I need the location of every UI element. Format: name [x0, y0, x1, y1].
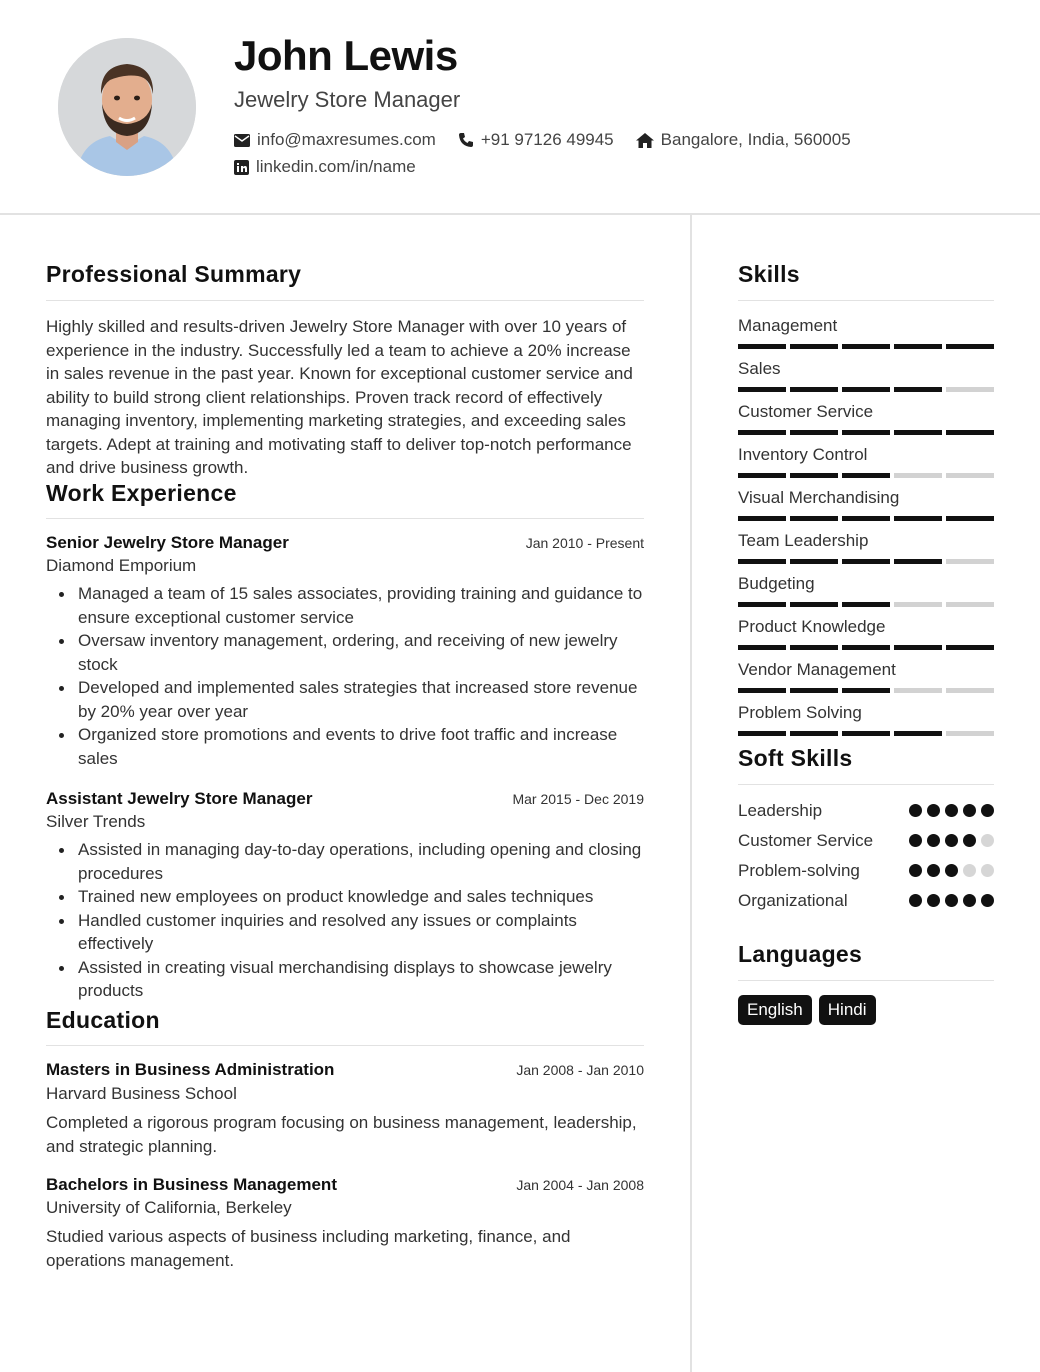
skill-level-bar [738, 473, 994, 478]
email-text: info@maxresumes.com [257, 130, 436, 149]
section-title-soft-skills: Soft Skills [738, 745, 853, 771]
skill-level-segment [842, 602, 890, 607]
skill-level-segment [790, 559, 838, 564]
skill-level-bar [738, 602, 994, 607]
rating-dot [981, 864, 994, 877]
skill-item [738, 315, 994, 349]
rating-dot [945, 834, 958, 847]
skill-level-segment [894, 688, 942, 693]
skill-level-segment [842, 559, 890, 564]
skill-level-segment [738, 473, 786, 478]
person-avatar-icon [58, 38, 196, 176]
skill-item [738, 358, 994, 392]
education-date: Jan 2008 - Jan 2010 [516, 1062, 644, 1078]
skill-level-segment [842, 688, 890, 693]
education-entry [46, 1175, 644, 1272]
skill-name: Team Leadership [738, 531, 869, 550]
skill-level-segment [946, 731, 994, 736]
education-date: Jan 2004 - Jan 2008 [516, 1177, 644, 1193]
skill-level-segment [842, 387, 890, 392]
skill-item [738, 444, 994, 478]
skill-level-segment [894, 430, 942, 435]
skill-level-segment [738, 430, 786, 435]
skill-level-bar [738, 731, 994, 736]
skill-name: Visual Merchandising [738, 488, 900, 507]
skill-level-segment [946, 559, 994, 564]
section-divider [46, 300, 644, 301]
soft-skill-name: Customer Service [738, 831, 874, 850]
skill-level-bar [738, 516, 994, 521]
skill-level-segment [894, 559, 942, 564]
rating-dot [945, 804, 958, 817]
skill-level-segment [738, 387, 786, 392]
degree-title: Masters in Business Administration [46, 1060, 335, 1079]
skill-level-segment [894, 602, 942, 607]
skill-name: Customer Service [738, 402, 874, 421]
skill-level-segment [738, 645, 786, 650]
job-title: Senior Jewelry Store Manager [46, 533, 289, 552]
skill-name: Problem Solving [738, 703, 862, 722]
section-divider [738, 784, 994, 785]
skill-level-segment [842, 430, 890, 435]
soft-skill-rating [909, 864, 994, 877]
home-icon [636, 133, 654, 148]
job-entry [46, 533, 644, 770]
education-description: Completed a rigorous program focusing on business management, leadership, and strategic planning. [46, 1113, 637, 1156]
school-name: University of California, Berkeley [46, 1198, 292, 1217]
skill-level-segment [894, 387, 942, 392]
skill-level-segment [790, 344, 838, 349]
rating-dot [909, 864, 922, 877]
soft-skill-rating [909, 804, 994, 817]
phone-icon [458, 132, 474, 148]
school-name: Harvard Business School [46, 1084, 237, 1103]
skill-level-segment [790, 516, 838, 521]
contact-linkedin[interactable] [234, 157, 416, 177]
skill-item [738, 702, 994, 736]
skill-level-segment [842, 473, 890, 478]
soft-skill-name: Problem-solving [738, 861, 860, 880]
contact-location [636, 130, 851, 150]
skill-item [738, 659, 994, 693]
rating-dot [927, 834, 940, 847]
column-divider [690, 215, 692, 1372]
rating-dot [981, 804, 994, 817]
skill-item [738, 616, 994, 650]
skill-name: Budgeting [738, 574, 815, 593]
skill-level-segment [842, 344, 890, 349]
skill-level-segment [790, 645, 838, 650]
soft-skill-item [738, 799, 994, 822]
job-bullet: Trained new employees on product knowledge and sales techniques [78, 885, 644, 909]
skill-level-bar [738, 559, 994, 564]
contact-row-secondary [234, 155, 438, 179]
soft-skill-item [738, 829, 994, 852]
job-bullet: Handled customer inquiries and resolved any issues or complaints effectively [78, 909, 644, 956]
section-title-skills: Skills [738, 261, 800, 287]
skill-level-segment [790, 473, 838, 478]
rating-dot [981, 894, 994, 907]
skill-level-bar [738, 645, 994, 650]
skill-level-segment [842, 516, 890, 521]
section-title-languages: Languages [738, 941, 863, 967]
section-title-summary: Professional Summary [46, 261, 302, 287]
job-bullets [78, 838, 644, 1003]
soft-skill-name: Organizational [738, 891, 848, 910]
language-tag: English [738, 995, 812, 1025]
rating-dot [963, 864, 976, 877]
job-entry [46, 789, 644, 1003]
candidate-title: Jewelry Store Manager [234, 87, 461, 112]
job-date: Mar 2015 - Dec 2019 [512, 791, 644, 807]
envelope-icon [234, 134, 250, 147]
rating-dot [909, 834, 922, 847]
skill-level-segment [946, 645, 994, 650]
soft-skill-item [738, 889, 994, 912]
education-entry [46, 1060, 644, 1158]
skill-level-segment [946, 473, 994, 478]
job-header [46, 789, 644, 809]
job-bullet: Assisted in creating visual merchandising displays to showcase jewelry products [78, 956, 644, 1003]
skill-name: Inventory Control [738, 445, 868, 464]
summary-text: Highly skilled and results-driven Jewelry Store Manager with over 10 years of experience in the industry. Successfully led a team to achieve a 20% increase in sales revenue in the past year. Known for exceptional customer service and ability to build strong client relationships. Proven track record of effectively managing inventory, implementing marketing strategies, and exceeding sales targets. Adept at training and motivating staff to deliver top-notch performance and drive business growth. [46, 317, 633, 477]
skill-level-segment [738, 602, 786, 607]
job-date: Jan 2010 - Present [525, 535, 644, 551]
soft-skill-item [738, 859, 994, 882]
soft-skill-rating [909, 834, 994, 847]
job-company: Diamond Emporium [46, 556, 197, 575]
skill-level-segment [946, 688, 994, 693]
skill-level-segment [946, 344, 994, 349]
skill-level-segment [790, 688, 838, 693]
skill-item [738, 401, 994, 435]
section-divider [738, 300, 994, 301]
skill-level-segment [946, 387, 994, 392]
skill-level-segment [738, 731, 786, 736]
job-header [46, 533, 644, 553]
section-title-experience: Work Experience [46, 480, 237, 506]
job-bullet: Assisted in managing day-to-day operations, including opening and closing procedures [78, 838, 644, 885]
soft-skill-rating [909, 894, 994, 907]
section-divider [46, 1045, 644, 1046]
profile-photo [58, 38, 196, 176]
skill-level-segment [790, 430, 838, 435]
linkedin-text: linkedin.com/in/name [256, 157, 416, 176]
resume-header [0, 0, 1040, 215]
rating-dot [909, 894, 922, 907]
skill-item [738, 573, 994, 607]
rating-dot [963, 834, 976, 847]
skill-level-segment [738, 344, 786, 349]
candidate-name: John Lewis [234, 32, 458, 79]
skill-level-segment [946, 516, 994, 521]
rating-dot [927, 804, 940, 817]
skill-level-segment [738, 688, 786, 693]
rating-dot [927, 864, 940, 877]
section-title-education: Education [46, 1007, 160, 1033]
skill-level-segment [946, 430, 994, 435]
rating-dot [945, 894, 958, 907]
degree-title: Bachelors in Business Management [46, 1175, 337, 1194]
languages-list [738, 995, 876, 1025]
rating-dot [981, 834, 994, 847]
location-text: Bangalore, India, 560005 [660, 130, 851, 149]
skill-level-bar [738, 688, 994, 693]
skill-level-bar [738, 344, 994, 349]
phone-text: +91 97126 49945 [480, 130, 614, 149]
skill-level-segment [894, 344, 942, 349]
skill-name: Management [738, 316, 838, 335]
education-description: Studied various aspects of business including marketing, finance, and operations management. [46, 1227, 571, 1270]
skill-name: Sales [738, 359, 781, 378]
job-bullets [78, 582, 644, 770]
contact-phone[interactable] [458, 130, 614, 150]
skill-level-segment [894, 731, 942, 736]
soft-skill-name: Leadership [738, 801, 823, 820]
job-title: Assistant Jewelry Store Manager [46, 789, 313, 808]
skill-level-segment [894, 516, 942, 521]
skill-level-segment [894, 645, 942, 650]
skill-level-segment [946, 602, 994, 607]
skill-level-segment [790, 602, 838, 607]
rating-dot [963, 894, 976, 907]
rating-dot [909, 804, 922, 817]
skill-item [738, 487, 994, 521]
skills-list [738, 315, 994, 745]
skill-name: Product Knowledge [738, 617, 886, 636]
job-bullet: Oversaw inventory management, ordering, and receiving of new jewelry stock [78, 629, 644, 676]
section-divider [738, 980, 994, 981]
job-bullet: Managed a team of 15 sales associates, providing training and guidance to ensure exceptional customer service [78, 582, 644, 629]
education-header [46, 1060, 644, 1080]
skill-level-segment [894, 473, 942, 478]
skill-level-bar [738, 430, 994, 435]
skill-level-segment [790, 731, 838, 736]
skill-name: Vendor Management [738, 660, 896, 679]
job-bullet: Organized store promotions and events to drive foot traffic and increase sales [78, 723, 644, 770]
job-company: Silver Trends [46, 812, 146, 831]
skill-level-bar [738, 387, 994, 392]
skill-level-segment [790, 387, 838, 392]
soft-skills-list [738, 799, 994, 919]
linkedin-icon [234, 160, 249, 175]
job-bullet: Developed and implemented sales strategies that increased store revenue by 20% year over year [78, 676, 644, 723]
language-tag: Hindi [819, 995, 876, 1025]
skill-level-segment [842, 731, 890, 736]
skill-level-segment [842, 645, 890, 650]
contact-email[interactable] [234, 130, 436, 150]
rating-dot [927, 894, 940, 907]
section-divider [46, 518, 644, 519]
rating-dot [945, 864, 958, 877]
rating-dot [963, 804, 976, 817]
education-header [46, 1175, 644, 1195]
contact-row [234, 128, 873, 152]
skill-level-segment [738, 559, 786, 564]
skill-item [738, 530, 994, 564]
skill-level-segment [738, 516, 786, 521]
